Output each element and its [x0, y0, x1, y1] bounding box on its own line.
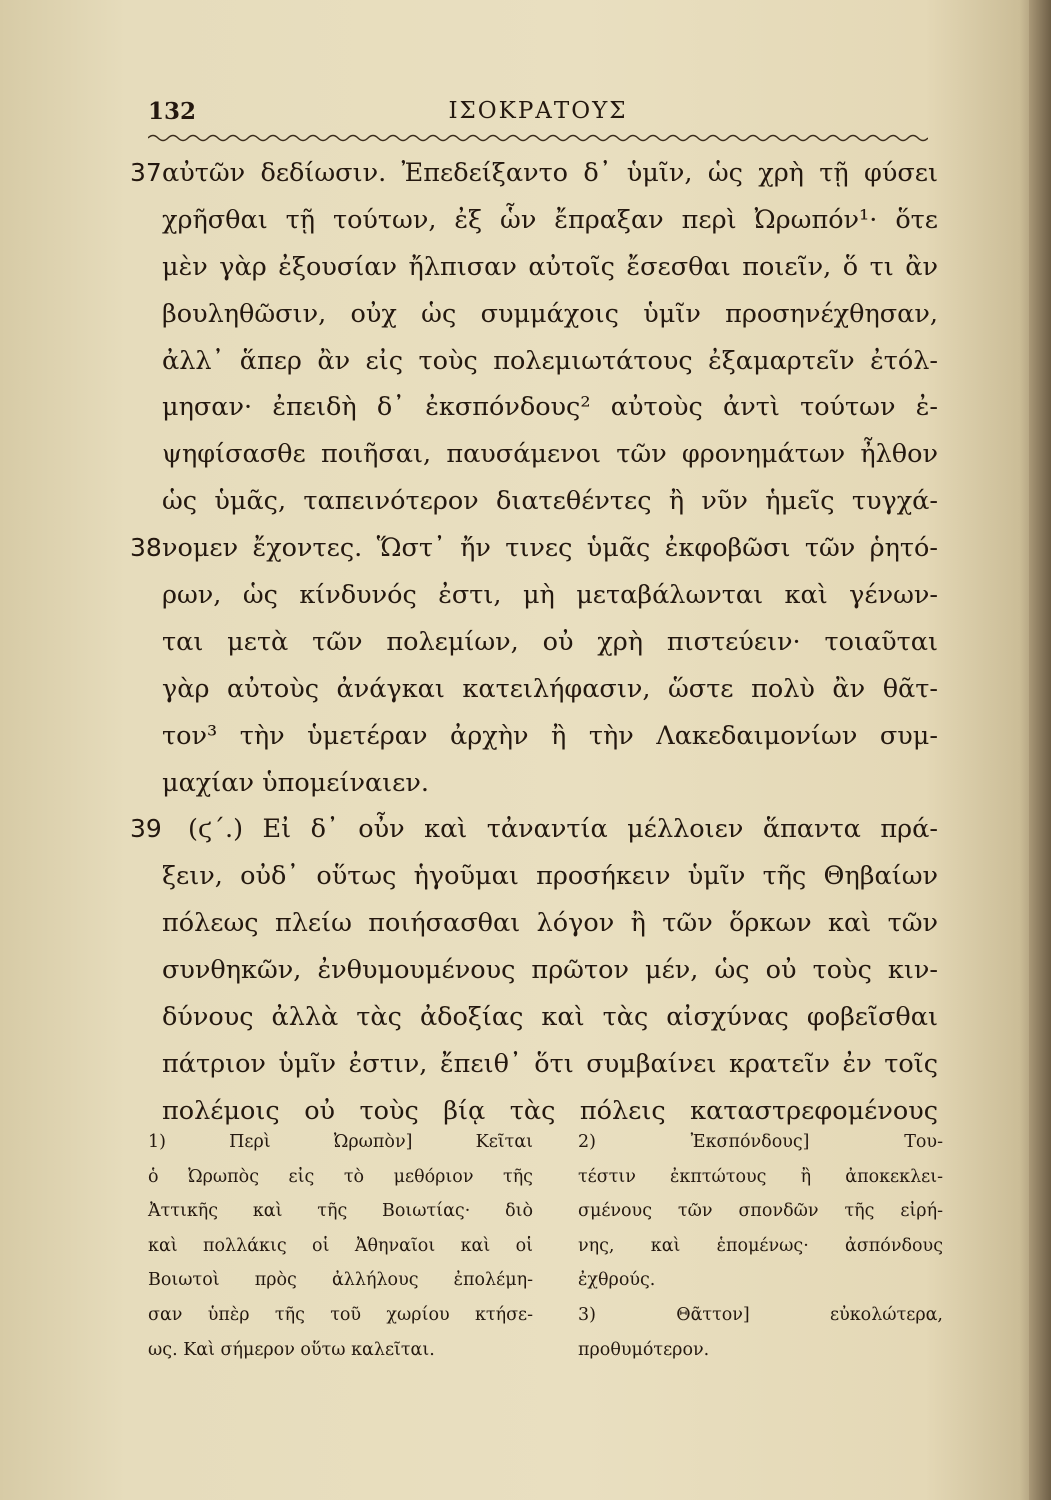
line-text: ξειν, οὐδ᾽ οὕτως ἡγοῦμαι προσήκειν ὑμῖν τῆς Θηβαίων — [162, 861, 938, 892]
section-number: 37 — [130, 158, 162, 187]
text-line — [130, 197, 940, 244]
footnote-line: σαν ὑπὲρ τῆς τοῦ χωρίου κτήσε- — [148, 1304, 533, 1325]
running-title: ΙΣΟΚΡΑΤΟΥΣ — [448, 98, 628, 124]
text-line — [130, 478, 940, 525]
line-text: μαχίαν ὑπομείναιεν. — [162, 767, 430, 798]
line-text: μησαν· ἐπειδὴ δ᾽ ἐκσπόνδους² αὐτοὺς ἀντὶ τούτων ἐ- — [162, 392, 938, 423]
text-line — [130, 150, 940, 197]
line-text: πάτριον ὑμῖν ἐστιν, ἔπειθ᾽ ὅτι συμβαίνει κρατεῖν ἐν τοῖς — [162, 1048, 938, 1079]
line-text: (ϛ΄.) Εἰ δ᾽ οὖν καὶ τἀναντία μέλλοιεν ἅπαντα πρά- — [188, 814, 938, 845]
section-number: 38 — [130, 533, 162, 563]
footnote-line: τέστιν ἐκπτώτους ἢ ἀποκεκλει- — [578, 1166, 943, 1187]
line-text: ται μετὰ τῶν πολεμίων, οὐ χρὴ πιστεύειν· τοιαῦται — [162, 626, 938, 657]
page-header — [148, 94, 928, 134]
footnote-line: ὁ Ὠρωπὸς εἰς τὸ μεθόριον τῆς — [148, 1166, 533, 1187]
text-line — [130, 619, 940, 666]
text-line — [130, 947, 940, 994]
line-text: δύνους ἀλλὰ τὰς ἀδοξίας καὶ τὰς αἰσχύνας φοβεῖσθαι — [162, 1002, 938, 1033]
line-text: βουληθῶσιν, οὐχ ὡς συμμάχοις ὑμῖν προσηνέχθησαν, — [162, 298, 938, 329]
text-line — [130, 760, 940, 807]
text-line — [130, 338, 940, 385]
line-text: νομεν ἔχοντες. Ὥστ᾽ ἤν τινες ὑμᾶς ἐκφοβῶσι τῶν ῥητό- — [162, 533, 938, 564]
main-text — [130, 150, 940, 1135]
text-line — [130, 244, 940, 291]
line-text: μὲν γὰρ ἐξουσίαν ἤλπισαν αὐτοῖς ἔσεσθαι ποιεῖν, ὅ τι ἂν — [162, 251, 938, 282]
footnote-line: 2) Ἐκσπόνδους] Του- — [578, 1132, 943, 1152]
line-text: πόλεως πλείω ποιήσασθαι λόγον ἢ τῶν ὅρκων καὶ τῶν — [162, 908, 938, 939]
text-line — [130, 291, 940, 338]
footnote-line: σμένους τῶν σπονδῶν τῆς εἰρή- — [578, 1201, 943, 1222]
footnote-line: ως. Καὶ σήμερον οὕτω καλεῖται. — [148, 1339, 435, 1360]
footnote-line: 3) Θᾶττον] εὐκολώτερα, — [578, 1304, 943, 1325]
text-line — [130, 572, 940, 619]
footnote-line: Ἀττικῆς καὶ τῆς Βοιωτίας· διὸ — [148, 1201, 533, 1222]
footnote-line: Βοιωτοὶ πρὸς ἀλλήλους ἐπολέμη- — [148, 1270, 533, 1291]
line-text: χρῆσθαι τῇ τούτων, ἐξ ὧν ἔπραξαν περὶ Ὠρωπόν¹· ὅτε — [162, 204, 938, 235]
footnote-line: ἐχθρούς. — [578, 1270, 656, 1291]
header-wavy-rule — [148, 132, 928, 144]
page-edge — [1029, 0, 1051, 1500]
footnotes-right-column — [578, 1125, 943, 1367]
text-line — [130, 853, 940, 900]
line-text: ὡς ὑμᾶς, ταπεινότερον διατεθέντες ἢ νῦν ἡμεῖς τυγχά- — [162, 486, 938, 517]
footnote-line: 1) Περὶ Ὠρωπὸν] Κεῖται — [148, 1132, 533, 1152]
text-line — [130, 525, 940, 572]
text-line — [130, 713, 940, 760]
line-text: ἀλλ᾽ ἅπερ ἂν εἰς τοὺς πολεμιωτάτους ἐξαμαρτεῖν ἐτόλ- — [162, 345, 938, 376]
footnote-line: προθυμότερον. — [578, 1339, 710, 1360]
section-number: 39 — [130, 814, 162, 844]
line-text: ρων, ὡς κίνδυνός ἐστι, μὴ μεταβάλωνται καὶ γένων- — [162, 580, 938, 611]
line-text: συνθηκῶν, ἐνθυμουμένους πρῶτον μέν, ὡς οὐ τοὺς κιν- — [162, 955, 938, 986]
page-number: 132 — [148, 98, 197, 125]
text-line — [130, 900, 940, 947]
text-line — [130, 994, 940, 1041]
text-line — [130, 384, 940, 431]
footnote-line: καὶ πολλάκις οἱ Ἀθηναῖοι καὶ οἱ — [148, 1235, 533, 1256]
line-text: γὰρ αὐτοὺς ἀνάγκαι κατειλήφασιν, ὥστε πολὺ ἂν θᾶτ- — [162, 673, 938, 704]
footnotes-left-column — [148, 1125, 533, 1367]
footnote-line: νης, καὶ ἑπομένως· ἀσπόνδους — [578, 1235, 943, 1256]
text-line — [130, 1041, 940, 1088]
line-text: ψηφίσασθε ποιῆσαι, παυσάμενοι τῶν φρονημάτων ἦλθον — [162, 439, 938, 470]
line-text: πολέμοις οὐ τοὺς βίᾳ τὰς πόλεις καταστρεφομένους — [162, 1095, 938, 1126]
text-line — [130, 431, 940, 478]
text-line — [130, 806, 940, 853]
line-text: τον³ τὴν ὑμετέραν ἀρχὴν ἢ τὴν Λακεδαιμονίων συμ- — [162, 720, 938, 751]
line-text: αὐτῶν δεδίωσιν. Ἐπεδείξαντο δ᾽ ὑμῖν, ὡς χρὴ τῇ φύσει — [162, 158, 938, 188]
text-line — [130, 666, 940, 713]
